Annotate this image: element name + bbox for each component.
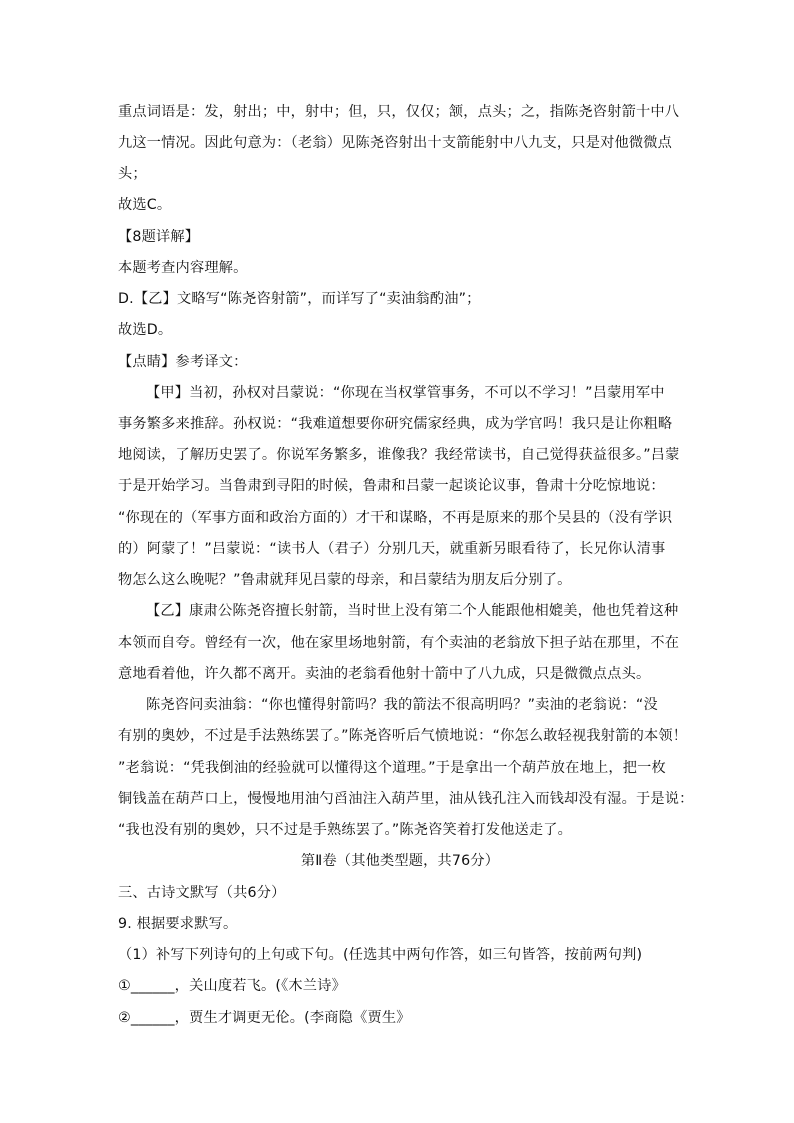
text-line: “你现在的（军事方面和政治方面的）才干和谋略，不再是原来的那个吴县的（没有学识 [118,510,673,526]
text-line: 头； [118,166,147,182]
translation-paragraph-dialogue: 陈尧咨问卖油翁：“你也懂得射箭吗？我的箭法不很高明吗？”卖油的老翁说：“没 [146,697,658,713]
question-stem: 9. 根据要求默写。 [118,916,238,932]
text-line: 物怎么这么晚呢？”鲁肃就拜见吕蒙的母亲，和吕蒙结为朋友后分别了。 [118,572,572,588]
text-line: 意地看着他，许久都不离开。卖油的老翁看他射十箭中了八九成，只是微微点点头。 [118,666,651,682]
translation-paragraph-jia: 【甲】当初，孙权对吕蒙说：“你现在当权掌管事务，不可以不学习！”吕蒙用军中 [146,385,665,401]
text-line: 故选C。 [118,197,172,213]
text-line: D.【乙】文略写“陈尧咨射箭”，而详写了“卖油翁酌油”； [118,291,481,307]
volume-heading: 第Ⅱ卷（其他类型题，共76分） [300,853,500,869]
text-line: 铜钱盖在葫芦口上，慢慢地用油勺舀油注入葫芦里，油从钱孔注入而钱却没有湿。于是说： [118,791,694,807]
text-line: “我也没有别的奥妙，只不过是手熟练罢了。”陈尧咨笑着打发他送走了。 [118,822,573,838]
text-line: 本领而自夸。曾经有一次，他在家里场地射箭，有个卖油的老翁放下担子站在那里，不在 [118,635,680,651]
text-line: 地阅读，了解历史罢了。你说军务繁多，谁像我？我经常读书，自己觉得获益很多。”吕蒙 [118,447,680,463]
section-heading: 三、古诗文默写（共6分） [118,885,286,901]
fill-blank-item: ①______，关山度若飞。(《木兰诗》 [118,978,346,994]
text-line: 九这一情况。因此句意为：（老翁）见陈尧咨射出十支箭能射中八九支，只是对他微微点 [118,135,673,151]
text-line: 于是开始学习。当鲁肃到寻阳的时候，鲁肃和吕蒙一起谈论议事，鲁肃十分吃惊地说： [118,478,665,494]
section-heading: 【8题详解】 [118,229,200,245]
text-line: 故选D。 [118,322,173,338]
text-line: 事务繁多来推辞。孙权说：“我难道想要你研究儒家经典，成为学官吗！我只是让你粗略 [118,416,673,432]
text-line: ”老翁说：“凭我倒油的经验就可以懂得这个道理。”于是拿出一个葫芦放在地上，把一枚 [118,760,666,776]
text-line: 有别的奥妙，不过是手法熟练罢了。”陈尧咨听后气愤地说：“你怎么敢轻视我射箭的本领！ [118,728,688,744]
text-line: 本题考查内容理解。 [118,260,248,276]
text-line: 重点词语是：发，射出；中，射中；但，只，仅仅；颔，点头；之，指陈尧咨射箭十中八 [118,104,680,120]
section-heading: 【点睛】参考译文： [118,354,248,370]
fill-blank-item: ②______，贾生才调更无伦。(李商隐《贾生》 [118,1010,411,1026]
question-instruction: （1）补写下列诗句的上句或下句。(任选其中两句作答，如三句皆答，按前两句判) [118,947,643,963]
translation-paragraph-yi: 【乙】康肃公陈尧咨擅长射箭，当时世上没有第二个人能跟他相媲美，他也凭着这种 [146,603,679,619]
text-line: 的）阿蒙了！”吕蒙说：“读书人（君子）分别几天，就重新另眼看待了，长兄你认清事 [118,541,666,557]
